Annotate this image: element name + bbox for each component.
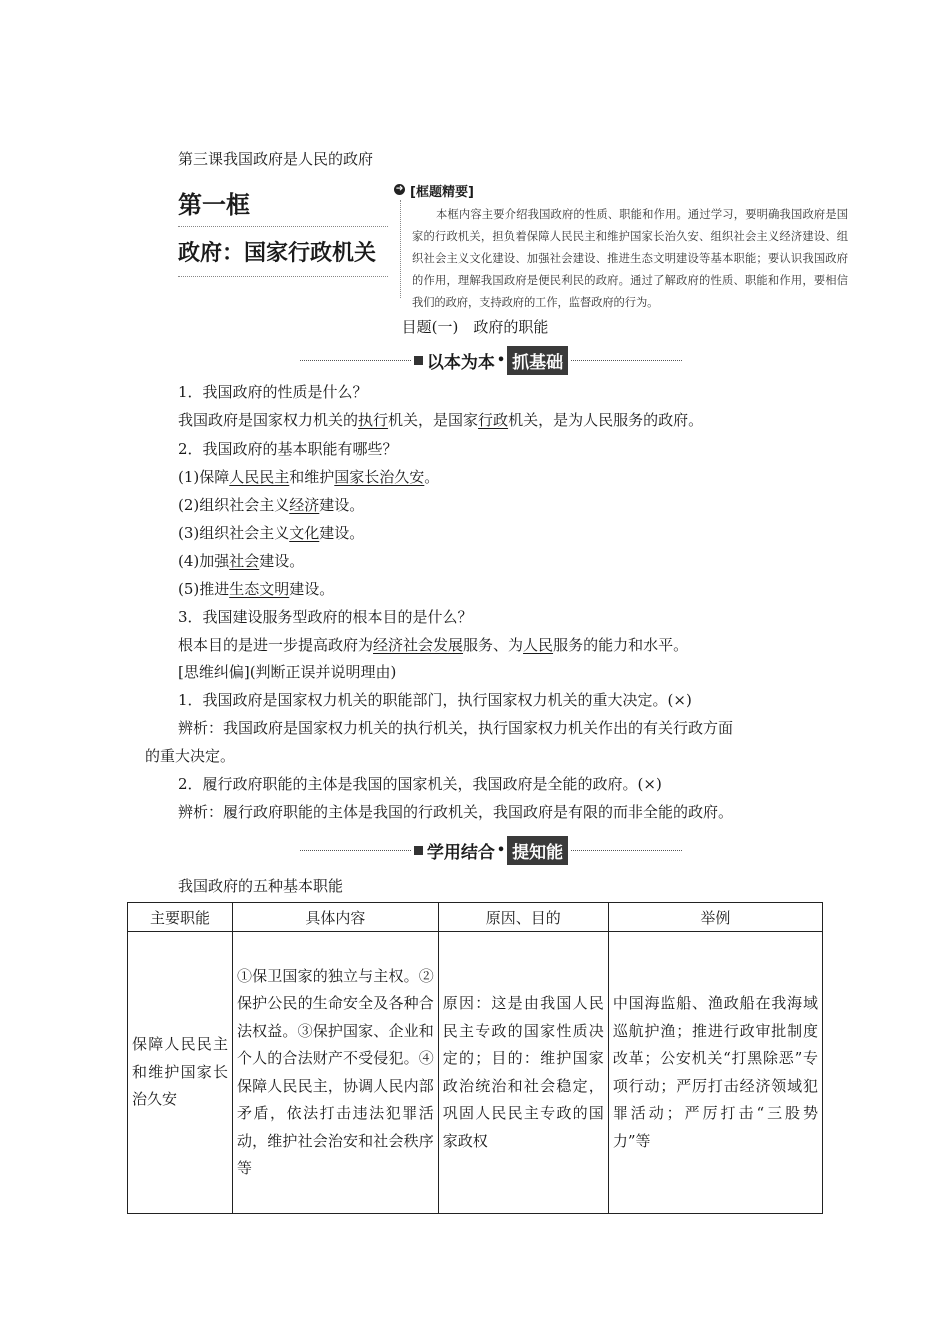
question-2: 2．我国政府的基本职能有哪些？ <box>178 440 398 458</box>
table-cell-function: 保障人民民主和维护国家长治久安 <box>128 932 233 1214</box>
banner-box: 抓基础 <box>507 346 568 375</box>
answer-blank: 行政 <box>478 411 509 429</box>
analysis-2: 辨析：履行政府职能的主体是我国的行政机关，我国政府是有限的而非全能的政府。 <box>178 803 734 821</box>
divider <box>178 226 388 227</box>
table-header-row <box>128 903 823 932</box>
frame-subtitle: 政府：国家行政机关 <box>178 241 377 266</box>
square-bullet-icon <box>414 846 423 855</box>
square-bullet-icon <box>414 356 423 365</box>
summary-label: [框题精要] <box>410 185 474 200</box>
table-cell-example: 中国海监船、渔政船在我海域巡航护渔；推进行政审批制度改革；公安机关“打黑除恶”专项行动；严厉打击经济领域犯罪活动；严厉打击“三股势力”等 <box>608 932 822 1214</box>
question-1: 1．我国政府的性质是什么？ <box>178 383 368 401</box>
banner-box: 提知能 <box>507 836 568 865</box>
answer-blank: 经济社会发展 <box>373 636 464 654</box>
answer-1: 我国政府是国家权力机关的执行机关，是国家行政机关，是为人民服务的政府。 <box>178 411 704 429</box>
function-3: (3)组织社会主义文化建设。 <box>178 524 365 542</box>
answer-blank: 国家长治久安 <box>334 468 425 486</box>
judgement-1: 1．我国政府是国家权力机关的职能部门，执行国家权力机关的重大决定。(×) <box>178 691 692 709</box>
section-banner-basics <box>300 346 682 374</box>
table-cell-content: ①保卫国家的独立与主权。②保护公民的生命安全及各种合法权益。③保护国家、企业和个人的合法财产不受侵犯。④保障人民民主，协调人民内部矛盾，依法打击违法犯罪活动，维护社会治安和社会秩序等 <box>232 932 438 1214</box>
think-title: [思维纠偏](判断正误并说明理由) <box>178 663 397 681</box>
answer-blank: 社会 <box>229 552 260 570</box>
analysis-1-cont: 的重大决定。 <box>145 747 236 765</box>
answer-blank: 生态文明 <box>229 580 290 598</box>
table-header-cell: 举例 <box>608 903 822 932</box>
table-header-cell: 主要职能 <box>128 903 233 932</box>
judgement-2: 2．履行政府职能的主体是我国的国家机关，我国政府是全能的政府。(×) <box>178 775 662 793</box>
table-header-cell: 原因、目的 <box>438 903 608 932</box>
table-cell-reason: 原因：这是由我国人民民主专政的国家性质决定的；目的：维护国家政治统治和社会稳定，巩固人民民主专政的国家政权 <box>438 932 608 1214</box>
answer-blank: 执行 <box>358 411 389 429</box>
summary-text: 本框内容主要介绍我国政府的性质、职能和作用。通过学习，要明确我国政府是国家的行政机关，担负着保障人民民主和维护国家长治久安、组织社会主义经济建设、组织社会主义文化建设、加强社会建设、推进生态文明建设等基本职能；要认识我国政府的作用，理解我国政府是便民利民的政府。通过了解政府的性质、职能和作用，要相信我们的政府，支持政府的工作，监督政府的行为。 <box>412 208 848 309</box>
table-row <box>128 932 823 1214</box>
arrow-right-icon: ➜ <box>395 184 404 194</box>
answer-3: 根本目的是进一步提高政府为经济社会发展服务、为人民服务的能力和水平。 <box>178 636 689 654</box>
analysis-1: 辨析：我国政府是国家权力机关的执行机关，执行国家权力机关作出的有关行政方面 <box>178 719 734 737</box>
banner-line <box>300 850 411 851</box>
lesson-title: 第三课我国政府是人民的政府 <box>178 150 374 168</box>
banner-dot: • <box>496 352 506 368</box>
banner-line <box>300 360 411 361</box>
banner-dot: • <box>496 842 506 858</box>
banner-line <box>571 360 682 361</box>
banner-text: 学用结合 <box>426 842 495 863</box>
divider <box>178 276 388 277</box>
answer-blank: 经济 <box>289 496 320 514</box>
function-2: (2)组织社会主义经济建设。 <box>178 496 365 514</box>
functions-table <box>127 902 823 1214</box>
function-4: (4)加强社会建设。 <box>178 552 305 570</box>
banner-text: 以本为本 <box>426 352 495 373</box>
question-3: 3．我国建设服务型政府的根本目的是什么？ <box>178 608 473 626</box>
section-banner-application <box>300 836 682 864</box>
answer-blank: 人民民主 <box>229 468 290 486</box>
divider <box>400 200 401 298</box>
frame-title: 第一框 <box>178 191 250 219</box>
answer-blank: 文化 <box>289 524 320 542</box>
table-caption: 我国政府的五种基本职能 <box>178 877 344 895</box>
answer-blank: 人民 <box>523 636 554 654</box>
function-1: (1)保障人民民主和维护国家长治久安。 <box>178 468 440 486</box>
goal-title: 目题(一) 政府的职能 <box>401 318 549 336</box>
table-header-cell: 具体内容 <box>232 903 438 932</box>
banner-line <box>571 850 682 851</box>
function-5: (5)推进生态文明建设。 <box>178 580 335 598</box>
